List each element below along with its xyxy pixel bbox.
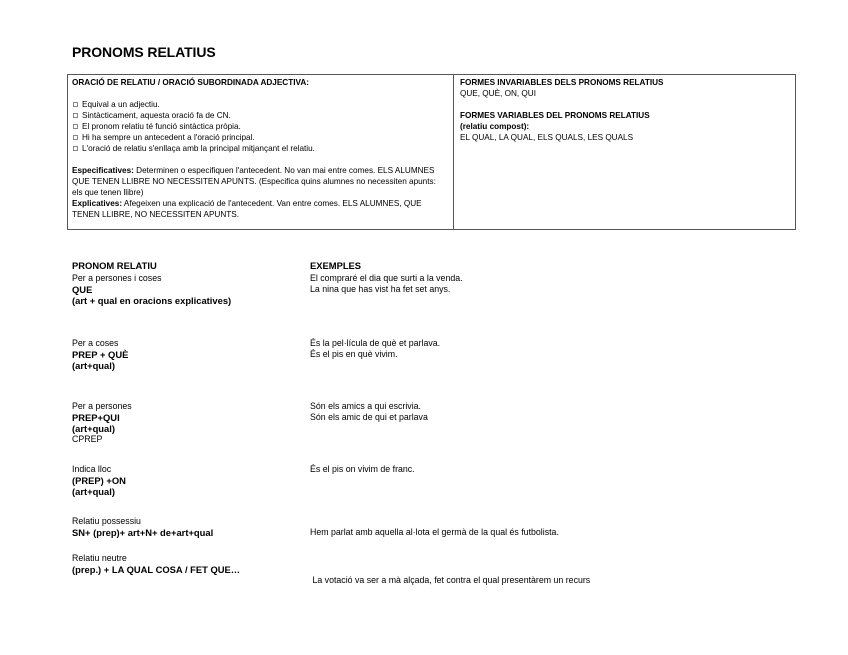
row-form: PREP+QUI bbox=[72, 412, 120, 423]
example-line: És el pis on vivim de franc. bbox=[310, 464, 415, 474]
table-row-examples bbox=[310, 527, 790, 538]
table-row-examples bbox=[310, 273, 790, 295]
checkbox-bullet-icon bbox=[73, 146, 78, 151]
row-form: SN+ (prep)+ art+N+ de+art+qual bbox=[72, 527, 214, 538]
variable-forms-subheader: (relatiu compost): bbox=[460, 122, 530, 131]
row-description: Relatiu possessiu bbox=[72, 516, 141, 526]
list-item: Sintàcticament, aquesta oració fa de CN. bbox=[72, 110, 448, 121]
example-line: El compraré el dia que surti a la venda. bbox=[310, 273, 463, 283]
checkbox-bullet-icon bbox=[73, 124, 78, 129]
row-variant: (art+qual) bbox=[72, 423, 115, 434]
list-item: Equival a un adjectiu. bbox=[72, 99, 448, 110]
row-form: QUE bbox=[72, 284, 93, 295]
example-line: És el pis en què vivim. bbox=[310, 349, 398, 359]
example-line: Són els amics a qui escrivia. bbox=[310, 401, 421, 411]
row-variant: (art+qual) bbox=[72, 360, 115, 371]
col-header-exemples: EXEMPLES bbox=[310, 260, 362, 271]
table-row bbox=[72, 338, 302, 371]
left-header: ORACIÓ DE RELATIU / ORACIÓ SUBORDINADA ADJECTIVA: bbox=[72, 78, 309, 87]
explicatives-paragraph: Explicatives: Afegeixen una explicació de l'antecedent. Van entre comes. ELS ALUMNES, QUE TENEN LLIBRE, NO NECESSITEN APUNTS. bbox=[72, 199, 422, 219]
row-description: Per a persones bbox=[72, 401, 132, 411]
table-row bbox=[72, 464, 302, 497]
table-row-examples bbox=[310, 338, 790, 360]
variable-forms-header: FORMES VARIABLES DEL PRONOMS RELATIUS bbox=[460, 111, 650, 120]
feature-list bbox=[72, 99, 448, 154]
invariable-forms-list: QUE, QUÈ, ON, QUI bbox=[460, 89, 536, 98]
table-row-examples bbox=[310, 401, 790, 423]
row-form: PREP + QUÈ bbox=[72, 349, 129, 360]
checkbox-bullet-icon bbox=[73, 102, 78, 107]
example-line: És la pel·lícula de què et parlava. bbox=[310, 338, 441, 348]
list-item: Hi ha sempre un antecedent a l'oració principal. bbox=[72, 132, 448, 143]
row-note: CPREP bbox=[72, 434, 103, 444]
row-description: Per a persones i coses bbox=[72, 273, 162, 283]
row-variant: (art+qual) bbox=[72, 486, 115, 497]
especificatives-paragraph: Especificatives: Determinen o especifiquen l'antecedent. No van mai entre comes. ELS ALUMNES QUE TENEN LLIBRE NO NECESSITEN APUNTS. (Especifica quins alumnes no necessiten apunts: els que tenen llibre) bbox=[72, 166, 436, 197]
example-line: Hem parlat amb aquella al·lota el germà de la qual és futbolista. bbox=[310, 527, 559, 537]
list-item: L'oració de relatiu s'enllaça amb la principal mitjançant el relatiu. bbox=[72, 143, 448, 154]
definition-left-cell bbox=[72, 77, 448, 220]
column-divider bbox=[453, 75, 454, 229]
table-row bbox=[72, 401, 302, 445]
col-header-pronom: PRONOM RELATIU bbox=[72, 260, 157, 271]
table-row-examples bbox=[310, 464, 790, 475]
table-row bbox=[72, 273, 302, 306]
list-item: El pronom relatiu té funció sintàctica pròpia. bbox=[72, 121, 448, 132]
checkbox-bullet-icon bbox=[73, 113, 78, 118]
checkbox-bullet-icon bbox=[73, 135, 78, 140]
table-row bbox=[72, 516, 302, 538]
example-line: La nina que has vist ha fet set anys. bbox=[310, 284, 451, 294]
row-form: (PREP) +ON bbox=[72, 475, 126, 486]
example-line: Són els amic de qui et parlava bbox=[310, 412, 428, 422]
forms-right-cell bbox=[460, 77, 790, 143]
row-description: Relatiu neutre bbox=[72, 553, 127, 563]
row-description: Per a coses bbox=[72, 338, 119, 348]
table-row bbox=[72, 553, 302, 575]
row-form: (prep.) + LA QUAL COSA / FET QUE… bbox=[72, 564, 241, 575]
row-variant: (art + qual en oracions explicatives) bbox=[72, 295, 232, 306]
definition-box bbox=[67, 74, 796, 230]
invariable-forms-header: FORMES INVARIABLES DELS PRONOMS RELATIUS bbox=[460, 78, 664, 87]
table-row-examples bbox=[310, 553, 790, 597]
variable-forms-list: EL QUAL, LA QUAL, ELS QUALS, LES QUALS bbox=[460, 133, 634, 142]
page-title: PRONOMS RELATIUS bbox=[72, 44, 216, 60]
example-line: La votació va ser a mà alçada, fet contra el qual presentàrem un recurs bbox=[310, 575, 591, 585]
row-description: Indica lloc bbox=[72, 464, 112, 474]
